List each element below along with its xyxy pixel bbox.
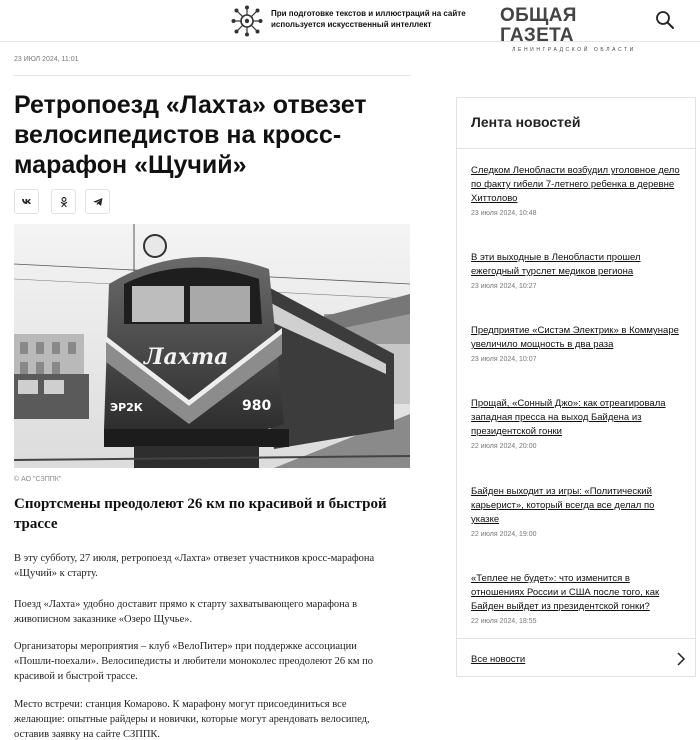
news-item[interactable] <box>471 572 683 625</box>
site-logo[interactable] <box>500 6 648 53</box>
article-paragraph: Организаторы мероприятия – клуб «ВелоПитер» при поддержке ассоциации «Пошли-поехали». Велосипедисты и любители моноколес преодолеют 26 км по красивой и быстрой трассе. <box>14 641 374 682</box>
news-item-time: 22 июля 2024, 19:00 <box>471 531 537 538</box>
ai-brain-icon <box>230 4 264 38</box>
logo-title: ОБЩАЯ ГАЗЕТА <box>500 5 577 46</box>
photo-credit: © АО "СЗППК" <box>14 476 62 483</box>
search-icon[interactable] <box>654 9 676 31</box>
all-news-link[interactable]: Все новости <box>471 654 526 665</box>
news-item-time: 23 июля 2024, 10:27 <box>471 283 537 290</box>
retro-train-photo <box>14 224 410 468</box>
news-item[interactable] <box>471 324 683 363</box>
site-header <box>0 0 700 53</box>
news-item[interactable] <box>471 164 683 217</box>
chevron-right-icon[interactable] <box>675 651 687 667</box>
news-item[interactable] <box>471 485 683 538</box>
article-date: 23 ИЮЛ 2024, 11:01 <box>14 56 79 63</box>
share-telegram-button[interactable] <box>85 189 110 214</box>
divider <box>14 75 410 76</box>
vk-icon <box>21 196 33 208</box>
odnoklassniki-icon <box>58 196 70 208</box>
ai-notice: При подготовке текстов и иллюстраций на сайте используется искусственный интеллект <box>271 9 466 29</box>
news-item-time: 23 июля 2024, 10:48 <box>471 210 537 217</box>
news-item-time: 23 июля 2024, 10:07 <box>471 356 537 363</box>
news-item-time: 22 июля 2024, 18:55 <box>471 618 537 625</box>
news-item-title[interactable]: Прощай, «Сонный Джо»: как отреагировала западная пресса на выход Байдена из президентской гонки <box>471 398 666 437</box>
train-plate-right: 980 <box>242 398 272 414</box>
train-plate-left: ЭР2К <box>110 401 143 414</box>
article-lead: Спортсмены преодолеют 26 км по красивой и быстрой трассе <box>14 496 387 532</box>
article-paragraph: Место встречи: станция Комарово. К марафону могут присоединиться все желающие: опытные райдеры и новички, которые могут арендовать велосипед, оставив заявку на сайте СЗППК. <box>14 699 370 740</box>
news-feed-title: Лента новостей <box>471 114 581 130</box>
train-name-label: Лахта <box>144 344 229 370</box>
news-item[interactable] <box>471 397 683 450</box>
news-feed <box>456 97 696 677</box>
divider <box>457 638 695 639</box>
news-item-title[interactable]: Байден выходит из игры: «Политический карьерист», который всегда все делал по указке <box>471 486 655 525</box>
article-photo <box>14 224 410 468</box>
article-paragraph: Поезд «Лахта» удобно доставит прямо к старту захватывающего марафона в живописном заказнике «Озеро Щучье». <box>14 599 358 625</box>
logo-subtitle: ЛЕНИНГРАДСКОЙ ОБЛАСТИ <box>512 47 636 53</box>
telegram-icon <box>92 196 104 208</box>
article-paragraph: В эту субботу, 27 июля, ретропоезд «Лахта» отвезет участников кросс-марафона «Щучий» к старту. <box>14 553 375 579</box>
news-item[interactable] <box>471 251 683 290</box>
news-item-title[interactable]: Предприятие «Систэм Электрик» в Коммунаре увеличило мощность в два раза <box>471 325 679 350</box>
news-item-title[interactable]: «Теплее не будет»: что изменится в отношениях России и США после того, как Байден выйдет из президентской гонки? <box>471 573 660 612</box>
share-vk-button[interactable] <box>14 189 39 214</box>
divider <box>457 148 695 149</box>
news-item-title[interactable]: В эти выходные в Ленобласти прошел ежегодный турслет медиков региона <box>471 252 641 277</box>
news-item-time: 22 июля 2024, 20:00 <box>471 443 537 450</box>
news-item-title[interactable]: Следком Ленобласти возбудил уголовное дело по факту гибели 7-летнего ребенка в деревне Хиттолово <box>471 165 680 204</box>
share-ok-button[interactable] <box>51 189 76 214</box>
article-title: Ретропоезд «Лахта» отвезет велосипедистов на кросс-марафон «Щучий» <box>14 91 367 179</box>
